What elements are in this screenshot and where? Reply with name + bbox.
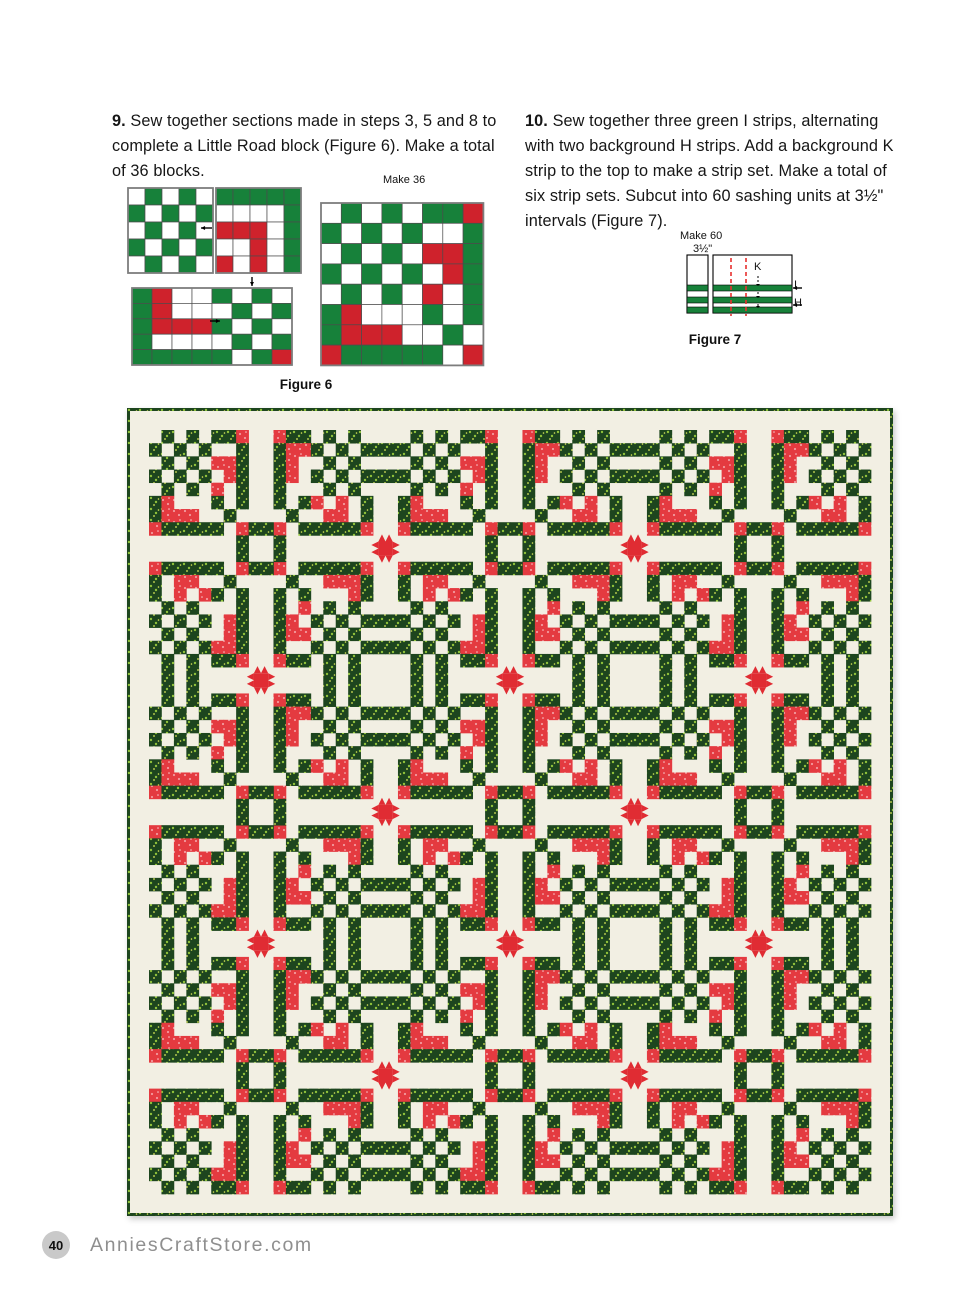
figure7-stripset-diagram xyxy=(650,228,815,328)
make-60-label: Make 60 xyxy=(680,230,723,242)
step-9-number: 9. xyxy=(112,112,126,131)
quilt-photo xyxy=(127,408,893,1216)
figure6-caption: Figure 6 xyxy=(279,377,333,392)
page-number-badge xyxy=(42,1231,70,1259)
label-i: I xyxy=(794,279,798,291)
step-10-paragraph xyxy=(525,109,911,234)
strip-width-label: 3½" xyxy=(693,243,713,255)
label-k: K xyxy=(754,261,762,273)
step-9-paragraph xyxy=(112,109,504,184)
website-text: AnniesCraftStore.com xyxy=(90,1234,313,1256)
step-9-text: Sew together sections made in steps 3, 5 and 8 to complete a Little Road block (Figure 6). Make a total of 36 blocks. xyxy=(112,112,497,181)
figure7-caption: Figure 7 xyxy=(688,332,742,347)
page-number: 40 xyxy=(48,1237,64,1253)
step-10-text: Sew together three green I strips, alternating with two background H strips. Add a background K strip to the top to make a strip set. Make a total of six strip sets. Subcut into 60 sashing units at 3½" intervals (Figure 7). xyxy=(525,112,894,231)
figure6-block-diagram xyxy=(125,175,487,375)
label-h: H xyxy=(794,297,802,309)
step-10-number: 10. xyxy=(525,112,548,131)
make-36-label: Make 36 xyxy=(383,174,426,186)
